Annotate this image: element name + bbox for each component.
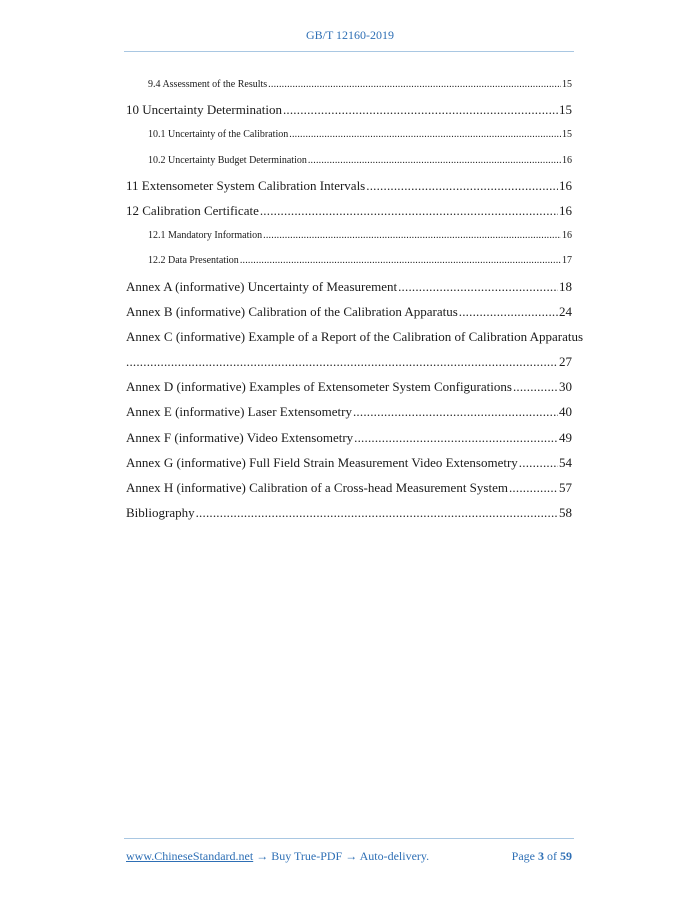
toc-entry-title: 9.4 Assessment of the Results [148,79,268,90]
arrow-icon: → [345,849,358,863]
toc-leader-dots [196,500,558,525]
toc-entry-title: 10 Uncertainty Determination [126,102,282,118]
toc-entry-page: 15 [559,102,572,118]
toc-leader-dots [398,274,558,299]
toc-entry[interactable] [126,425,572,450]
toc-entry-page: 17 [562,255,572,267]
toc-entry-page: 24 [559,303,572,319]
footer-links [126,849,429,864]
toc-leader-dots [308,148,561,173]
of-label: of [547,849,557,863]
toc-entry-title: Annex G (informative) Full Field Strain Measurement Video Extensometry [126,454,518,470]
toc-entry[interactable] [126,450,572,475]
toc-entry-title: 11 Extensometer System Calibration Intervals [126,177,366,193]
toc-leader-dots [283,97,558,122]
toc-entry-page: 16 [562,154,572,166]
toc-entry-title: Annex E (informative) Laser Extensometry [126,404,352,420]
toc-leader-dots [366,173,558,198]
toc-entry-title: Annex H (informative) Calibration of a Cross-head Measurement System [126,480,508,495]
toc-entry[interactable] [126,97,572,122]
toc-leader-dots [509,475,558,500]
arrow-icon: → [256,849,269,863]
toc-entry-title: Bibliography [126,505,195,521]
page-header [0,28,700,43]
toc-entry[interactable] [126,324,584,349]
toc-entry-title: Annex A (informative) Uncertainty of Measurement [126,278,398,294]
page-footer [126,849,572,864]
toc-leader-dots [240,248,561,273]
toc-entry-title: 12.1 Mandatory Information [148,230,263,242]
toc-entry[interactable] [126,399,572,424]
toc-entry-title: Annex C (informative) Example of a Report of the Calibration of Calibration Apparatus [126,328,584,344]
toc-entry-page: 16 [559,202,572,218]
toc-entry-page: 30 [559,379,572,395]
toc-entry[interactable] [126,122,572,147]
toc-leader-dots [260,198,558,223]
toc-entry-continuation[interactable] [126,349,572,374]
toc-leader-dots [263,223,561,248]
toc-leader-dots [353,399,558,424]
site-link[interactable]: www.ChineseStandard.net [126,849,254,863]
page-label: Page [511,849,535,863]
toc-entry-title: 12 Calibration Certificate [126,202,259,218]
toc-entry[interactable] [126,148,572,173]
current-page: 3 [538,849,544,863]
toc-entry[interactable] [126,72,572,97]
toc-entry-page: 15 [562,79,572,90]
table-of-contents [126,72,584,525]
toc-entry[interactable] [126,198,572,223]
toc-entry-page: 40 [559,404,572,420]
toc-entry-page: 57 [559,480,572,495]
footer-rule [124,838,574,839]
toc-entry-page: 49 [559,429,572,445]
toc-leader-dots [289,122,561,147]
toc-entry-title: Annex B (informative) Calibration of the Calibration Apparatus [126,303,458,319]
standard-id: GB/T 12160-2019 [305,28,395,42]
toc-entry-page: 16 [559,177,572,193]
toc-entry-title: Annex D (informative) Examples of Extensometer System Configurations [126,379,512,395]
toc-entry[interactable] [126,223,572,248]
toc-entry-page: 15 [562,129,572,141]
toc-entry[interactable] [126,173,572,198]
toc-entry-title: 10.2 Uncertainty Budget Determination [148,154,307,166]
toc-entry[interactable] [126,299,572,324]
toc-entry-title: Annex F (informative) Video Extensometry [126,429,354,445]
total-pages: 59 [560,849,572,863]
toc-leader-dots [513,374,558,399]
toc-leader-dots [459,299,558,324]
toc-leader-dots [126,349,558,374]
toc-entry[interactable] [126,500,572,525]
toc-leader-dots [354,425,558,450]
toc-entry-page: 16 [562,230,572,242]
toc-entry-page: 58 [559,505,572,521]
header-rule [124,51,574,52]
toc-entry[interactable] [126,274,572,299]
delivery-text: Auto-delivery. [359,849,430,863]
toc-entry[interactable] [126,248,572,273]
toc-entry-page: 54 [559,454,572,470]
toc-entry[interactable] [126,374,572,399]
page-counter [512,849,572,864]
toc-entry[interactable] [126,475,572,500]
toc-entry-title: 10.1 Uncertainty of the Calibration [148,129,289,141]
toc-entry-title: 12.2 Data Presentation [148,255,239,267]
toc-entry-page: 18 [559,278,572,294]
toc-leader-dots [519,450,558,475]
buy-link[interactable]: Buy True-PDF [271,849,343,863]
toc-entry-page: 27 [559,354,572,370]
toc-leader-dots [268,72,561,97]
